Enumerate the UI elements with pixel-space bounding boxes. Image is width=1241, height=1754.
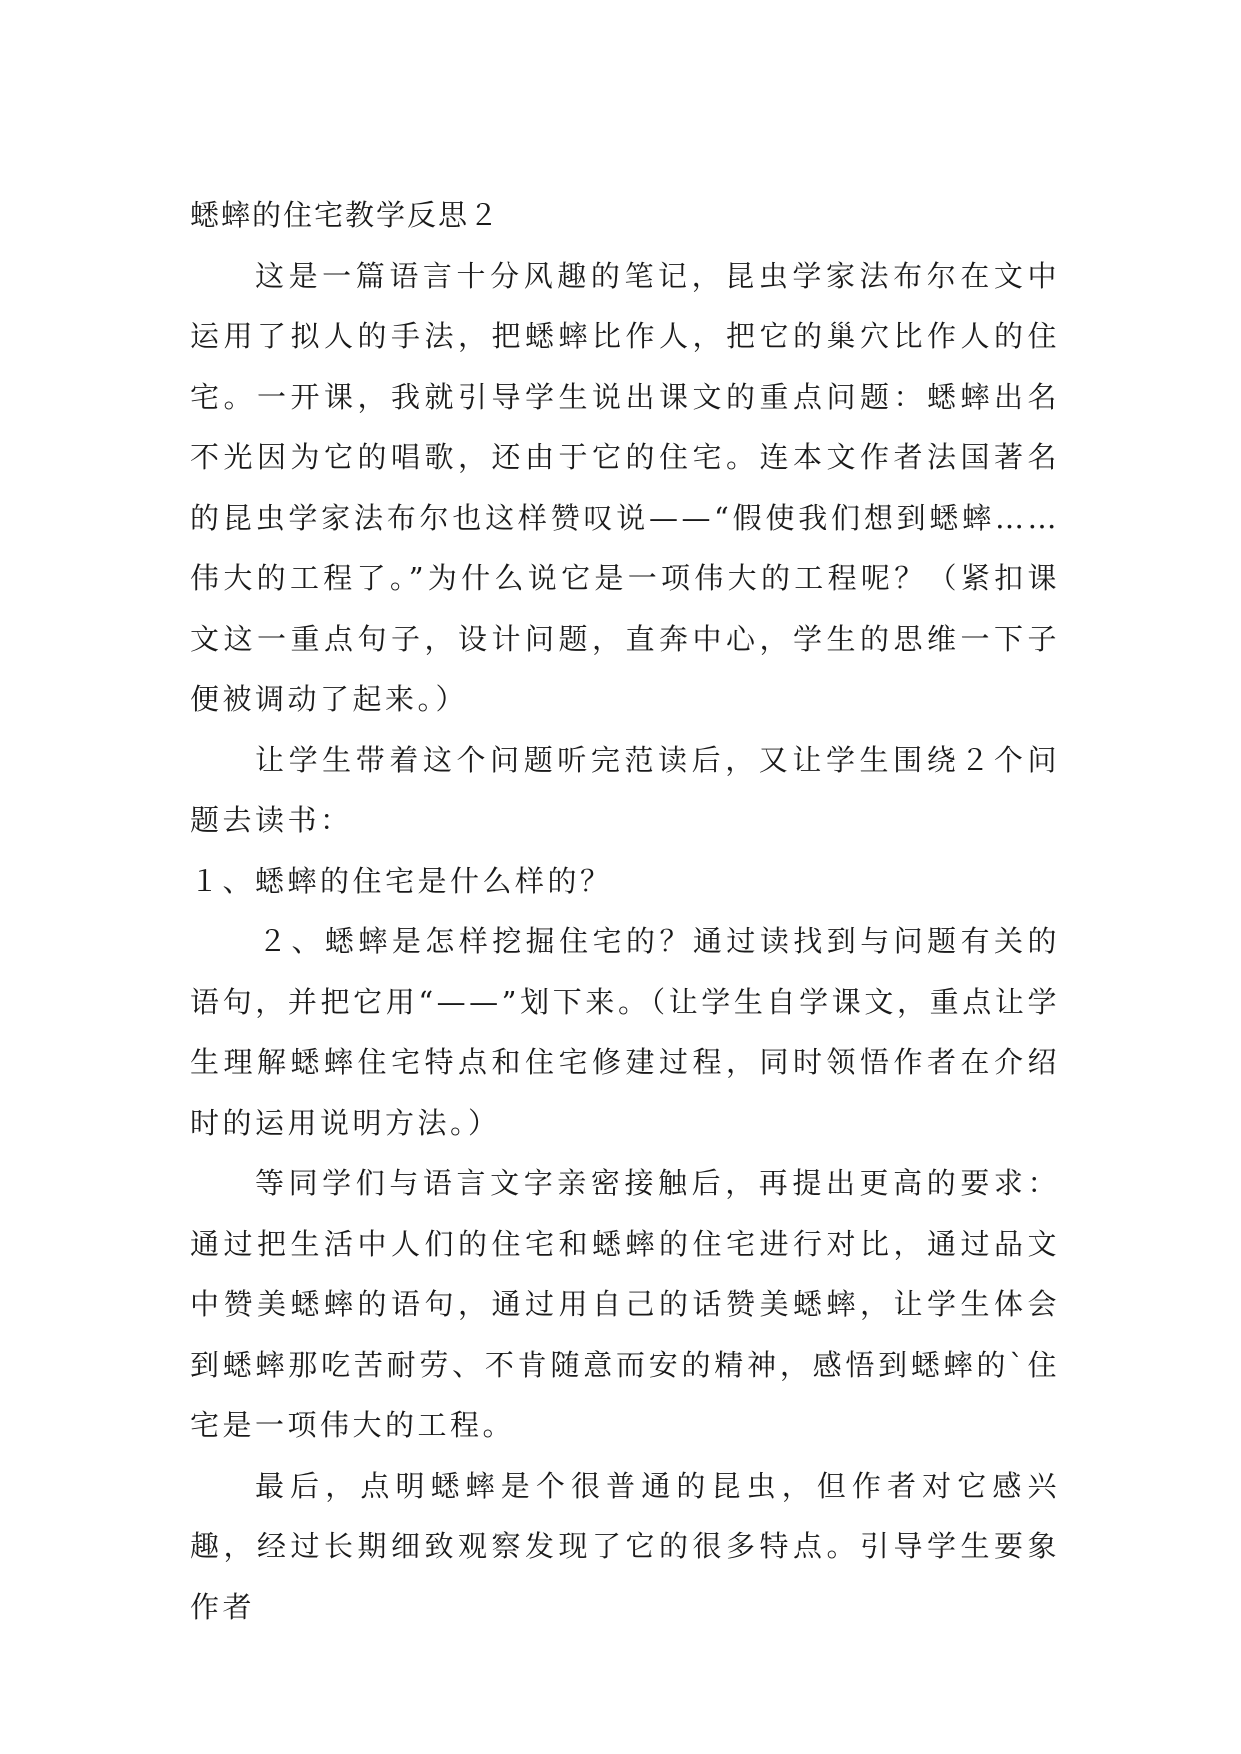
paragraph-conclusion: 最后，点明蟋蟀是个很普通的昆虫，但作者对它感兴趣，经过长期细致观察发现了它的很多特点。引导学生要象作者	[190, 1468, 1060, 1624]
list-item-1: １、蟋蟀的住宅是什么样的？	[190, 863, 613, 898]
paragraph-questions: 让学生带着这个问题听完范读后，又让学生围绕２个问题去读书：	[190, 742, 1060, 837]
paragraph-intro: 这是一篇语言十分风趣的笔记，昆虫学家法布尔在文中运用了拟人的手法，把蟋蟀比作人，把它的巢穴比作人的住宅。一开课，我就引导学生说出课文的重点问题：蟋蟀出名不光因为它的唱歌，还由于它的住宅。连本文作者法国著名的昆虫学家法布尔也这样赞叹说——“假使我们想到蟋蟀……伟大的工程了。”为什么说它是一项伟大的工程呢？（紧扣课文这一重点句子，设计问题，直奔中心，学生的思维一下子便被调动了起来。）	[190, 258, 1060, 716]
document-title: 蟋蟀的住宅教学反思２	[190, 198, 501, 232]
list-item-2: ２、蟋蟀是怎样挖掘住宅的？通过读找到与问题有关的语句，并把它用“——”划下来。（让学生自学课文，重点让学生理解蟋蟀住宅特点和住宅修建过程，同时领悟作者在介绍时的运用说明方法。）	[190, 924, 1060, 1140]
document-body	[190, 185, 1060, 1637]
paragraph-comparison: 等同学们与语言文字亲密接触后，再提出更高的要求：通过把生活中人们的住宅和蟋蟀的住宅进行对比，通过品文中赞美蟋蟀的语句，通过用自己的话赞美蟋蟀，让学生体会到蟋蟀那吃苦耐劳、不肯随意而安的精神，感悟到蟋蟀的`住宅是一项伟大的工程。	[190, 1166, 1060, 1442]
